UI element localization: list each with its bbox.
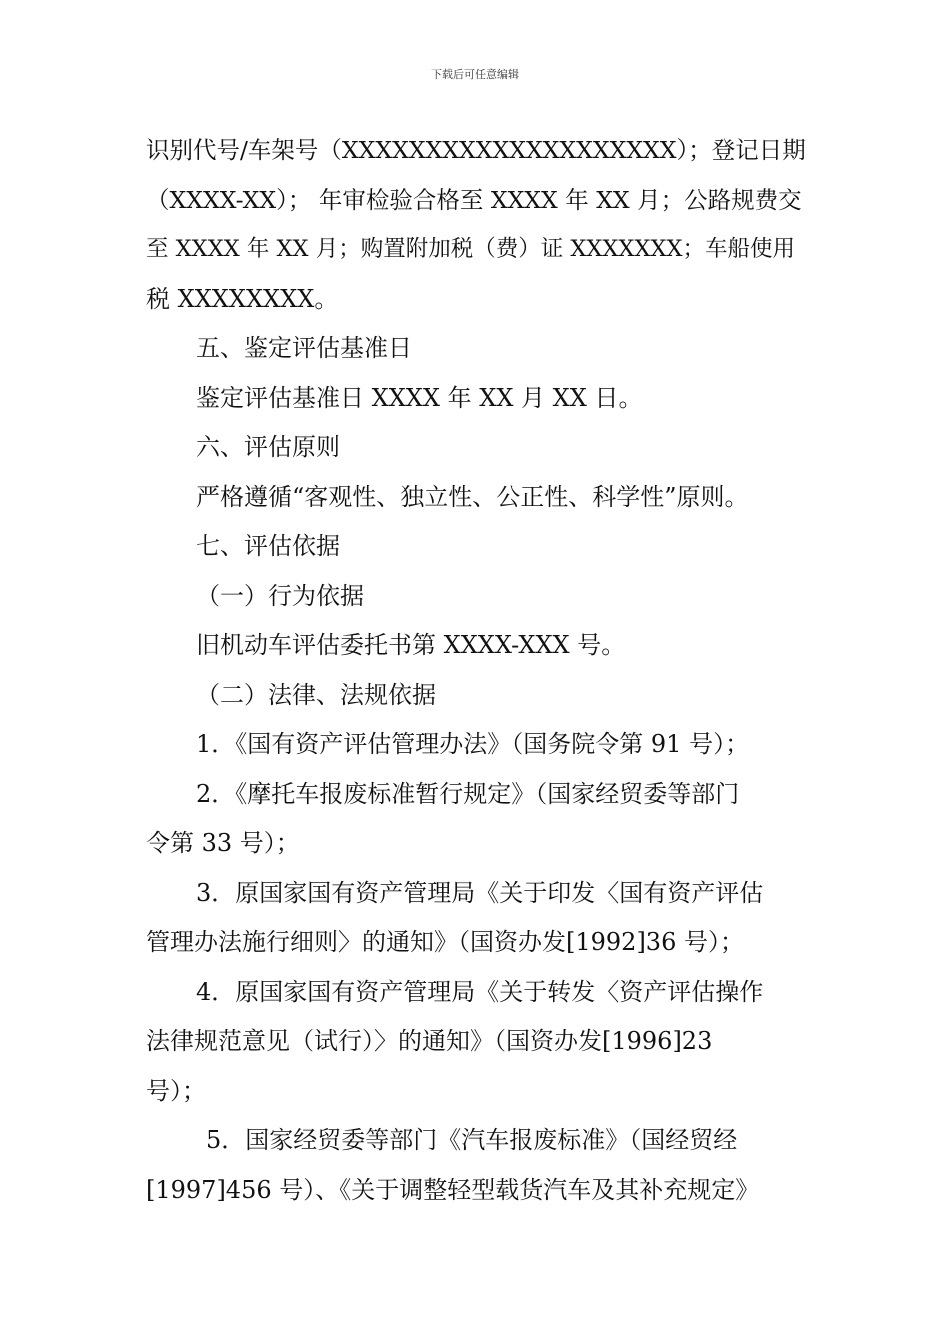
list-item: 4．原国家国有资产管理局《关于转发〈资产评估操作 xyxy=(196,977,764,1006)
text-line: 管理办法施行细则〉的通知》（国资办发[1992]36 号）； xyxy=(146,928,744,956)
page-header: 下载后可任意编辑 xyxy=(431,68,519,81)
text-line: 税 XXXXXXXX。 xyxy=(146,284,339,313)
section-heading: 七、评估依据 xyxy=(196,532,340,560)
list-item: 2．《摩托车报废标准暂行规定》（国家经贸委等部门 xyxy=(196,779,740,808)
text-line: 令第 33 号）； xyxy=(146,829,300,857)
text-line: 法律规范意见（试行）〉的通知》（国资办发[1996]23 xyxy=(146,1027,713,1055)
list-item: 5．国家经贸委等部门《汽车报废标准》（国经贸经 xyxy=(206,1126,738,1154)
list-item: 3．原国家国有资产管理局《关于印发〈国有资产评估 xyxy=(196,878,764,907)
section-heading: 六、评估原则 xyxy=(196,433,340,461)
list-item: 1．《国有资产评估管理办法》（国务院令第 91 号）； xyxy=(196,730,750,758)
text-line: [1997]456 号）、《关于调整轻型载货汽车及其补充规定》 xyxy=(146,1175,760,1204)
text-line: 至 XXXX 年 XX 月；购置附加税（费）证 XXXXXXX；车船使用 xyxy=(146,236,795,262)
subsection-heading: （二）法律、法规依据 xyxy=(196,680,436,709)
text-line: 严格遵循“客观性、独立性、公正性、科学性”原则。 xyxy=(196,482,749,511)
subsection-heading: （一）行为依据 xyxy=(196,581,364,610)
text-line: 识别代号/车架号（XXXXXXXXXXXXXXXXXXXX）；登记日期 xyxy=(146,136,806,164)
text-line: 号）； xyxy=(146,1076,206,1105)
text-line: 旧机动车评估委托书第 XXXX-XXX 号。 xyxy=(196,631,626,659)
document-body xyxy=(146,126,808,1215)
section-heading: 五、鉴定评估基准日 xyxy=(196,334,412,362)
text-line: （XXXX-XX）； 年审检验合格至 XXXX 年 XX 月；公路规费交 xyxy=(146,185,802,214)
text-line: 鉴定评估基准日 XXXX 年 XX 月 XX 日。 xyxy=(196,383,643,412)
